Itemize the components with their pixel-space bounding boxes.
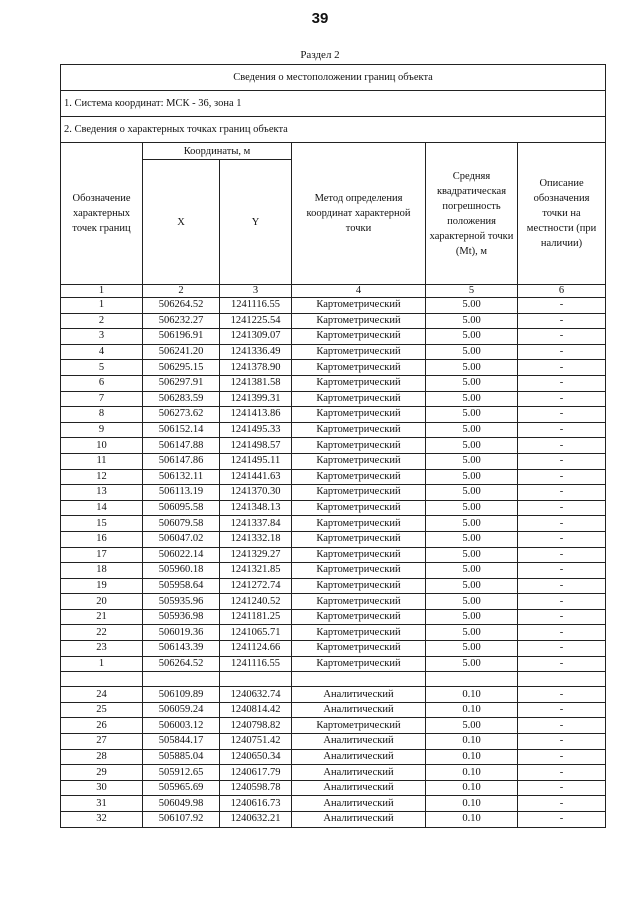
section-label: Раздел 2: [300, 49, 340, 61]
column-number: 4: [292, 285, 426, 298]
x-cell: 506047.02: [143, 531, 220, 547]
description-cell: -: [518, 641, 606, 657]
method-cell: Картометрический: [292, 391, 426, 407]
y-cell: 1241321.85: [220, 563, 292, 579]
point-number-cell: [61, 672, 143, 687]
method-cell: Картометрический: [292, 625, 426, 641]
method-cell: Картометрический: [292, 329, 426, 345]
error-cell: 5.00: [426, 547, 518, 563]
y-cell: 1241225.54: [220, 313, 292, 329]
y-cell: 1240632.21: [220, 812, 292, 828]
table-row: [61, 578, 606, 594]
method-cell: Картометрический: [292, 531, 426, 547]
x-cell: 506132.11: [143, 469, 220, 485]
description-cell: [518, 672, 606, 687]
error-cell: 5.00: [426, 469, 518, 485]
x-cell: 506241.20: [143, 344, 220, 360]
description-cell: -: [518, 453, 606, 469]
point-number-cell: 24: [61, 687, 143, 703]
method-cell: Аналитический: [292, 796, 426, 812]
table-row: [61, 313, 606, 329]
error-cell: 5.00: [426, 438, 518, 454]
description-cell: -: [518, 609, 606, 625]
description-cell: -: [518, 625, 606, 641]
points-title: 2. Сведения о характерных точках границ объекта: [61, 117, 606, 143]
table-row: [61, 563, 606, 579]
x-cell: 506196.91: [143, 329, 220, 345]
description-cell: -: [518, 329, 606, 345]
column-number: 5: [426, 285, 518, 298]
point-number-cell: 7: [61, 391, 143, 407]
x-cell: 506079.58: [143, 516, 220, 532]
error-cell: 0.10: [426, 780, 518, 796]
table-row: [61, 812, 606, 828]
boundary-table: [60, 64, 606, 828]
column-number: 6: [518, 285, 606, 298]
table-row: [61, 594, 606, 610]
y-cell: 1241370.30: [220, 485, 292, 501]
method-cell: Картометрический: [292, 344, 426, 360]
table-row: [61, 734, 606, 750]
method-cell: Картометрический: [292, 594, 426, 610]
error-cell: 0.10: [426, 796, 518, 812]
error-cell: 5.00: [426, 298, 518, 314]
y-cell: 1240814.42: [220, 702, 292, 718]
table-row: [61, 656, 606, 672]
description-cell: -: [518, 765, 606, 781]
table-row: [61, 344, 606, 360]
x-cell: 506264.52: [143, 656, 220, 672]
error-cell: 5.00: [426, 344, 518, 360]
y-cell: 1241272.74: [220, 578, 292, 594]
x-cell: 506113.19: [143, 485, 220, 501]
x-cell: [143, 672, 220, 687]
x-cell: 506019.36: [143, 625, 220, 641]
description-cell: -: [518, 563, 606, 579]
y-cell: 1241181.25: [220, 609, 292, 625]
y-cell: 1241441.63: [220, 469, 292, 485]
method-cell: Картометрический: [292, 313, 426, 329]
header-coords: Координаты, м: [143, 143, 292, 160]
table-row: [61, 625, 606, 641]
table-row: [61, 531, 606, 547]
error-cell: 5.00: [426, 375, 518, 391]
description-cell: -: [518, 360, 606, 376]
page-number: 39: [311, 10, 329, 27]
table-row: [61, 485, 606, 501]
x-cell: 506297.91: [143, 375, 220, 391]
x-cell: 506295.15: [143, 360, 220, 376]
x-cell: 505912.65: [143, 765, 220, 781]
point-number-cell: 29: [61, 765, 143, 781]
points-body: [61, 298, 606, 828]
point-number-cell: 11: [61, 453, 143, 469]
point-number-cell: 5: [61, 360, 143, 376]
x-cell: 505958.64: [143, 578, 220, 594]
point-number-cell: 1: [61, 298, 143, 314]
description-cell: -: [518, 469, 606, 485]
y-cell: 1241116.55: [220, 656, 292, 672]
error-cell: 5.00: [426, 656, 518, 672]
method-cell: Картометрический: [292, 656, 426, 672]
x-cell: 505885.04: [143, 749, 220, 765]
error-cell: 5.00: [426, 485, 518, 501]
error-cell: 5.00: [426, 516, 518, 532]
point-number-cell: 10: [61, 438, 143, 454]
x-cell: 506147.88: [143, 438, 220, 454]
y-cell: 1241495.11: [220, 453, 292, 469]
description-cell: -: [518, 438, 606, 454]
point-number-cell: 16: [61, 531, 143, 547]
method-cell: Картометрический: [292, 578, 426, 594]
error-cell: 5.00: [426, 313, 518, 329]
x-cell: 506152.14: [143, 422, 220, 438]
point-number-cell: 2: [61, 313, 143, 329]
error-cell: 5.00: [426, 422, 518, 438]
x-cell: 506143.39: [143, 641, 220, 657]
x-cell: 505960.18: [143, 563, 220, 579]
point-number-cell: 32: [61, 812, 143, 828]
y-cell: 1241378.90: [220, 360, 292, 376]
error-cell: 5.00: [426, 609, 518, 625]
description-cell: -: [518, 375, 606, 391]
description-cell: -: [518, 298, 606, 314]
error-cell: 5.00: [426, 641, 518, 657]
description-cell: -: [518, 796, 606, 812]
method-cell: Картометрический: [292, 469, 426, 485]
point-number-cell: 17: [61, 547, 143, 563]
x-cell: 506283.59: [143, 391, 220, 407]
method-cell: Картометрический: [292, 641, 426, 657]
x-cell: 505965.69: [143, 780, 220, 796]
description-cell: -: [518, 812, 606, 828]
description-cell: -: [518, 516, 606, 532]
method-cell: Картометрический: [292, 375, 426, 391]
table-row: [61, 765, 606, 781]
x-cell: 506107.92: [143, 812, 220, 828]
point-number-cell: 8: [61, 407, 143, 423]
header-error: Средняя квадратическая погрешность положения характерной точки (Mt), м: [426, 143, 518, 285]
error-cell: 5.00: [426, 718, 518, 734]
x-cell: 506273.62: [143, 407, 220, 423]
error-cell: 5.00: [426, 578, 518, 594]
column-number: 1: [61, 285, 143, 298]
x-cell: 506264.52: [143, 298, 220, 314]
point-number-cell: 23: [61, 641, 143, 657]
table-row: [61, 407, 606, 423]
method-cell: Картометрический: [292, 485, 426, 501]
x-cell: 506022.14: [143, 547, 220, 563]
error-cell: 5.00: [426, 594, 518, 610]
point-number-cell: 27: [61, 734, 143, 750]
x-cell: 505844.17: [143, 734, 220, 750]
y-cell: 1241332.18: [220, 531, 292, 547]
error-cell: 5.00: [426, 453, 518, 469]
error-cell: 0.10: [426, 734, 518, 750]
point-number-cell: 14: [61, 500, 143, 516]
method-cell: Картометрический: [292, 407, 426, 423]
y-cell: 1241399.31: [220, 391, 292, 407]
method-cell: Картометрический: [292, 516, 426, 532]
coordinate-system: 1. Система координат: МСК - 36, зона 1: [61, 91, 606, 117]
table-row: [61, 438, 606, 454]
table-row: [61, 749, 606, 765]
table-row: [61, 391, 606, 407]
method-cell: Картометрический: [292, 547, 426, 563]
point-number-cell: 4: [61, 344, 143, 360]
method-cell: Картометрический: [292, 609, 426, 625]
method-cell: Картометрический: [292, 453, 426, 469]
header-method: Метод определения координат характерной точки: [292, 143, 426, 285]
description-cell: -: [518, 391, 606, 407]
x-cell: 506232.27: [143, 313, 220, 329]
method-cell: Картометрический: [292, 422, 426, 438]
x-cell: 505935.96: [143, 594, 220, 610]
table-row: [61, 375, 606, 391]
error-cell: [426, 672, 518, 687]
description-cell: -: [518, 702, 606, 718]
table-row: [61, 298, 606, 314]
point-number-cell: 21: [61, 609, 143, 625]
header-y: Y: [220, 160, 292, 285]
table-row: [61, 641, 606, 657]
error-cell: 0.10: [426, 812, 518, 828]
table-row: [61, 780, 606, 796]
error-cell: 5.00: [426, 329, 518, 345]
method-cell: Картометрический: [292, 500, 426, 516]
method-cell: Картометрический: [292, 563, 426, 579]
y-cell: 1241065.71: [220, 625, 292, 641]
x-cell: 506147.86: [143, 453, 220, 469]
description-cell: -: [518, 344, 606, 360]
description-cell: -: [518, 718, 606, 734]
description-cell: -: [518, 594, 606, 610]
method-cell: Аналитический: [292, 734, 426, 750]
error-cell: 0.10: [426, 765, 518, 781]
y-cell: 1240616.73: [220, 796, 292, 812]
error-cell: 0.10: [426, 687, 518, 703]
column-number: 3: [220, 285, 292, 298]
x-cell: 506109.89: [143, 687, 220, 703]
point-number-cell: 6: [61, 375, 143, 391]
table-row: [61, 516, 606, 532]
description-cell: -: [518, 547, 606, 563]
table-row: [61, 687, 606, 703]
point-number-cell: 25: [61, 702, 143, 718]
x-cell: 506049.98: [143, 796, 220, 812]
table-row: [61, 469, 606, 485]
table-row: [61, 422, 606, 438]
description-cell: -: [518, 749, 606, 765]
error-cell: 0.10: [426, 702, 518, 718]
y-cell: 1241337.84: [220, 516, 292, 532]
point-number-cell: 15: [61, 516, 143, 532]
column-number: 2: [143, 285, 220, 298]
description-cell: -: [518, 656, 606, 672]
y-cell: 1241240.52: [220, 594, 292, 610]
y-cell: 1240798.82: [220, 718, 292, 734]
method-cell: Аналитический: [292, 812, 426, 828]
method-cell: [292, 672, 426, 687]
table-row: [61, 702, 606, 718]
error-cell: 0.10: [426, 749, 518, 765]
description-cell: -: [518, 407, 606, 423]
x-cell: 506095.58: [143, 500, 220, 516]
method-cell: Картометрический: [292, 360, 426, 376]
point-number-cell: 3: [61, 329, 143, 345]
method-cell: Аналитический: [292, 749, 426, 765]
method-cell: Аналитический: [292, 765, 426, 781]
y-cell: 1241498.57: [220, 438, 292, 454]
y-cell: 1240632.74: [220, 687, 292, 703]
point-number-cell: 28: [61, 749, 143, 765]
table-row: [61, 547, 606, 563]
method-cell: Аналитический: [292, 702, 426, 718]
x-cell: 506059.24: [143, 702, 220, 718]
table-row: [61, 360, 606, 376]
point-number-cell: 13: [61, 485, 143, 501]
column-numbers-row: [61, 285, 606, 298]
y-cell: 1240751.42: [220, 734, 292, 750]
header-description: Описание обозначения точки на местности (при наличии): [518, 143, 606, 285]
description-cell: -: [518, 734, 606, 750]
description-cell: -: [518, 531, 606, 547]
description-cell: -: [518, 780, 606, 796]
point-number-cell: 26: [61, 718, 143, 734]
y-cell: 1241348.13: [220, 500, 292, 516]
error-cell: 5.00: [426, 391, 518, 407]
y-cell: 1241124.66: [220, 641, 292, 657]
table-row: [61, 672, 606, 687]
method-cell: Картометрический: [292, 438, 426, 454]
table-row: [61, 796, 606, 812]
description-cell: -: [518, 422, 606, 438]
description-cell: -: [518, 578, 606, 594]
table-row: [61, 609, 606, 625]
y-cell: 1241495.33: [220, 422, 292, 438]
y-cell: [220, 672, 292, 687]
error-cell: 5.00: [426, 500, 518, 516]
method-cell: Картометрический: [292, 718, 426, 734]
description-cell: -: [518, 485, 606, 501]
x-cell: 505936.98: [143, 609, 220, 625]
point-number-cell: 20: [61, 594, 143, 610]
error-cell: 5.00: [426, 563, 518, 579]
point-number-cell: 19: [61, 578, 143, 594]
y-cell: 1241336.49: [220, 344, 292, 360]
method-cell: Аналитический: [292, 780, 426, 796]
table-row: [61, 718, 606, 734]
y-cell: 1241413.86: [220, 407, 292, 423]
y-cell: 1241329.27: [220, 547, 292, 563]
description-cell: -: [518, 500, 606, 516]
point-number-cell: 18: [61, 563, 143, 579]
error-cell: 5.00: [426, 531, 518, 547]
error-cell: 5.00: [426, 407, 518, 423]
error-cell: 5.00: [426, 625, 518, 641]
point-number-cell: 31: [61, 796, 143, 812]
table-row: [61, 453, 606, 469]
point-number-cell: 1: [61, 656, 143, 672]
table-row: [61, 500, 606, 516]
table-row: [61, 329, 606, 345]
point-number-cell: 12: [61, 469, 143, 485]
y-cell: 1240598.78: [220, 780, 292, 796]
description-cell: -: [518, 313, 606, 329]
header-x: X: [143, 160, 220, 285]
method-cell: Аналитический: [292, 687, 426, 703]
y-cell: 1240617.79: [220, 765, 292, 781]
point-number-cell: 9: [61, 422, 143, 438]
y-cell: 1241381.58: [220, 375, 292, 391]
table-title: Сведения о местоположении границ объекта: [61, 65, 606, 91]
y-cell: 1240650.34: [220, 749, 292, 765]
header-point: Обозначение характерных точек границ: [61, 143, 143, 285]
description-cell: -: [518, 687, 606, 703]
point-number-cell: 22: [61, 625, 143, 641]
method-cell: Картометрический: [292, 298, 426, 314]
y-cell: 1241116.55: [220, 298, 292, 314]
x-cell: 506003.12: [143, 718, 220, 734]
error-cell: 5.00: [426, 360, 518, 376]
y-cell: 1241309.07: [220, 329, 292, 345]
point-number-cell: 30: [61, 780, 143, 796]
